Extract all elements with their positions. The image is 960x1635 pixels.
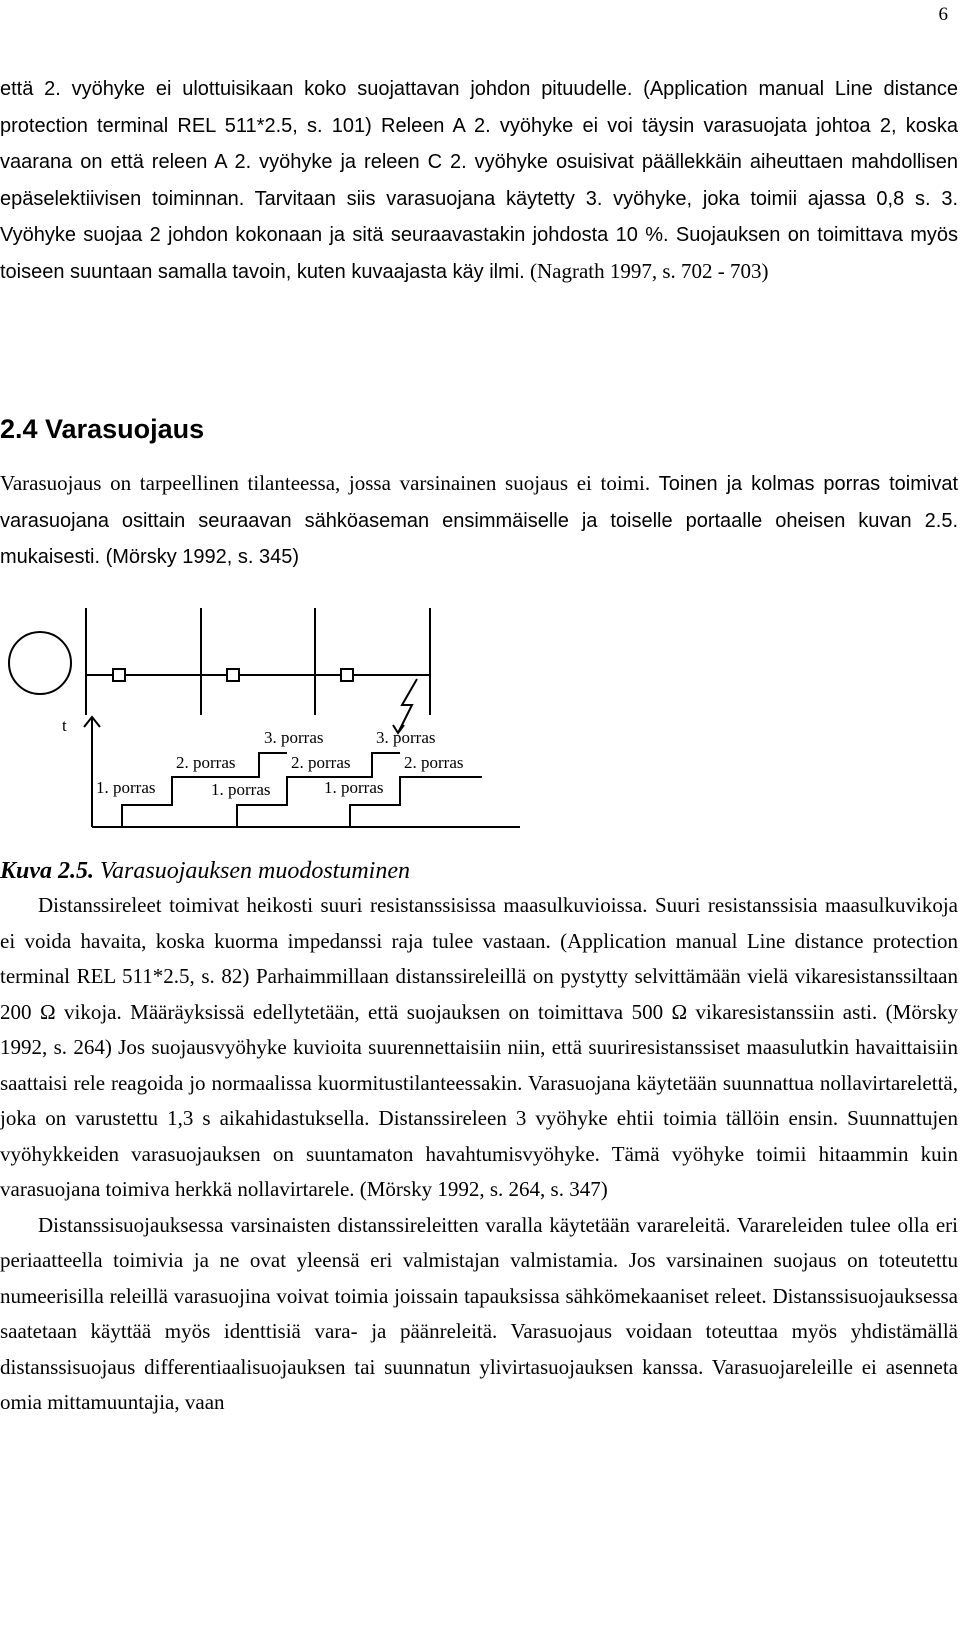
figure-caption-text: Varasuojauksen muodostuminen [100,858,410,884]
breaker-a [113,669,125,681]
stair-label: 1. porras [96,778,156,797]
breaker-b [227,669,239,681]
stair-label: 3. porras [376,728,436,747]
stair-label: 1. porras [324,778,384,797]
page-number: 6 [938,4,948,25]
stair-label: 2. porras [404,753,464,772]
intro-text: että 2. vyöhyke ei ulottuisikaan koko suojattavan johdon pituudelle. (Application manual Line distance protection terminal REL 511*2.5, s. 101) Releen A 2. vyöhyke ei voi täysin varasuojata johtoa 2, koska vaarana on että releen A 2. vyöhyke ja releen C 2. vyöhyke osuisivat päällekkäin aiheuttaen mahdollisen epäselektiivisen toiminnan. Tarvitaan siis varasuojana käytetty 3. vyöhyke, joka toimii ajassa 0,8 s. 3. Vyöhyke suojaa 2 johdon kokonaan ja sitä seuraavastakin johdosta 10 %. Suojauksen on toimittava myös toiseen suuntaan samalla tavoin, kuten kuvaajasta käy ilmi. [0,78,958,283]
body-paragraph-2: Distanssisuojauksessa varsinaisten distanssireleitten varalla käytetään varareleitä. Varareleiden tulee olla eri periaatteella toimivia ja ne ovat yleensä eri valmistajan valmistamia. Jos varsinainen suojaus on toteutettu numeerisilla releillä varasuojina voivat toimia joissain tapauksissa sähkömekaaniset releet. Distanssisuojauksessa saatetaan käyttää myös identtisiä vara- ja päänreleitä. Varasuojaus voidaan toteuttaa myös yhdistämällä distanssisuojaus differentiaalisuojauksen tai suunnatun ylivirtasuojauksen kanssa. Varasuojareleille ei asenneta omia mittamuuntajia, vaan [0,1212,958,1414]
intro-paragraph [0,71,958,290]
figure-caption [0,858,410,885]
stair-label: 2. porras [176,753,236,772]
stair-label: 1. porras [211,780,271,799]
stair-label: 3. porras [264,728,324,747]
section-intro-continuation: Toinen ja kolmas porras toimivat varasuojana osittain seuraavan sähköaseman ensimmäiselle ja toiselle portaalle oheisen kuvan 2.5. mukaisesti. (Mörsky 1992, s. 345) [0,473,958,568]
intro-citation: (Nagrath 1997, s. 702 - 703) [524,258,769,283]
figure-caption-number: Kuva 2.5. [0,858,95,884]
fault-lightning-icon [393,679,417,733]
stair-label: 2. porras [291,753,351,772]
breaker-c [341,669,353,681]
body-paragraph-1: Distanssireleet toimivat heikosti suuri resistanssisissa maasulkuvioissa. Suuri resistanssisia maasulkuvikoja ei voida havaita, koska kuorma impedanssi raja tulee vastaan. (Application manual Line distance protection terminal REL 511*2.5, s. 82) Parhaimmillaan distanssireleillä on pystytty selvittämään vielä vikaresistanssiltaan 200 Ω vikoja. Määräyksissä edellytetään, että suojauksen on toimittava 500 Ω vikaresistanssiin asti. (Mörsky 1992, s. 264) Jos suojausvyöhyke kuvioita suurennettaisiin niin, että suuriresistanssiset maasulutkin havaittaisiin saattaisi rele reagoida jo normaalissa kuormitustilanteessakin. Varasuojana käytetään suunnattua nollavirtarelettä, joka on varustettu 1,3 s aikahidastuksella. Distanssireleen 3 vyöhyke ehtii toimia tällöin ensin. Suunnattujen vyöhykkeiden varasuojauksen on suuntamaton havahtumisvyöhyke. Tämä vyöhyke toimii hitaammin kuin varasuojana toimiva herkkä nollavirtarele. (Mörsky 1992, s. 264, s. 347) [0,893,958,1201]
body-text [0,888,958,1421]
time-axis-label: t [62,716,67,735]
staircase-protection-diagram [0,605,560,840]
section-intro-paragraph [0,466,958,576]
generator-circle [9,632,71,694]
section-heading: 2.4 Varasuojaus [0,414,205,444]
section-intro-text: Varasuojaus on tarpeellinen tilanteessa, jossa varsinainen suojaus ei toimi. [0,471,651,495]
